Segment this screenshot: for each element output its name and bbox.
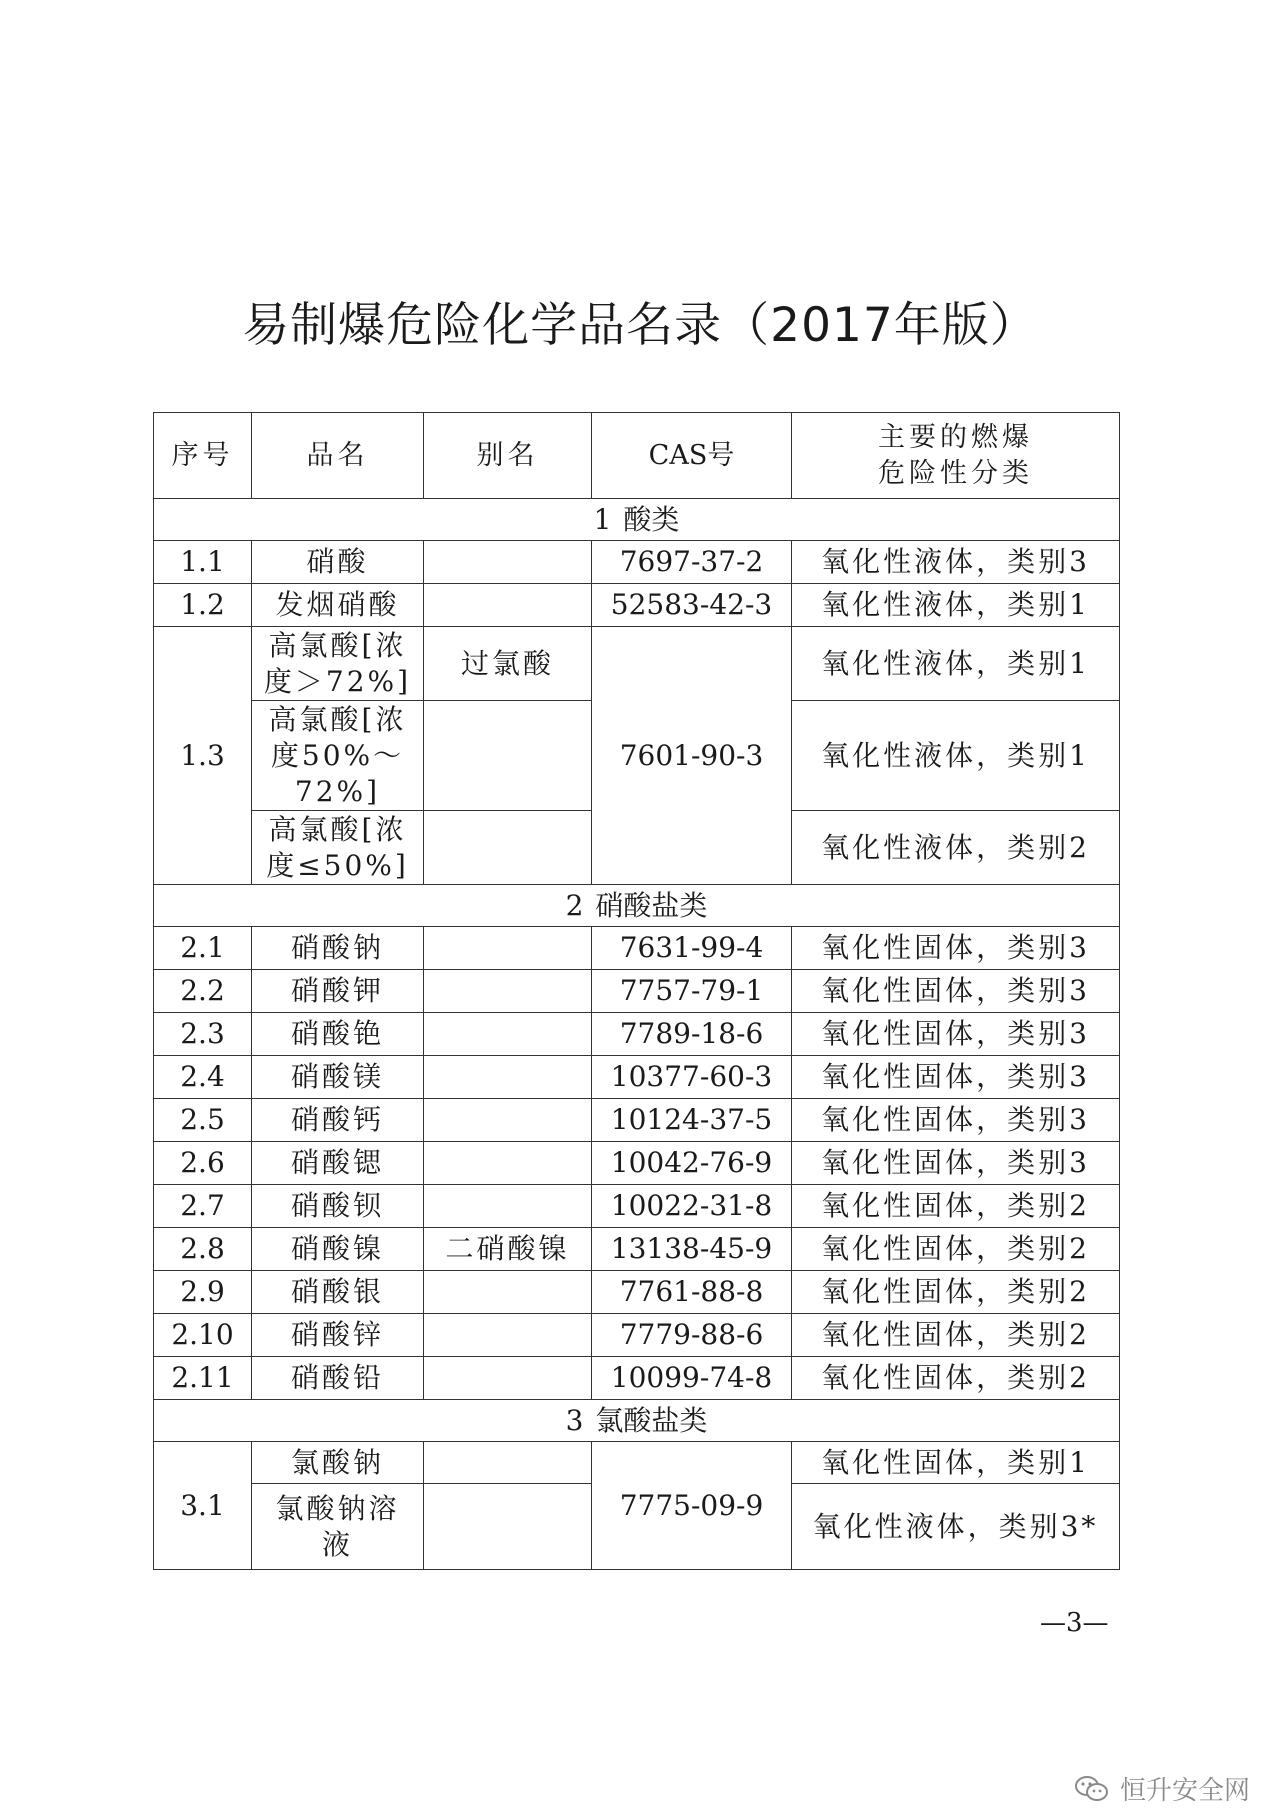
cell-cas: 10042-76-9 — [592, 1142, 792, 1185]
cell-seq: 1.3 — [154, 627, 252, 885]
cell-seq: 2.9 — [154, 1271, 252, 1314]
watermark — [1074, 1770, 1250, 1807]
cell-cas: 52583-42-3 — [592, 584, 792, 627]
cell-hazard: 氧化性液体，类别1 — [792, 627, 1120, 701]
cell-cas: 7775-09-9 — [592, 1442, 792, 1570]
cell-alias — [424, 1099, 592, 1142]
cell-name: 硝酸钠 — [252, 927, 424, 970]
cell-name-line: 72%] — [294, 774, 381, 808]
watermark-text: 恒升安全网 — [1119, 1776, 1250, 1806]
table-row — [154, 1228, 1120, 1271]
cell-hazard: 氧化性液体，类别3 — [792, 541, 1120, 584]
cell-alias — [424, 811, 592, 885]
cell-hazard: 氧化性固体，类别2 — [792, 1357, 1120, 1400]
cell-alias — [424, 1056, 592, 1099]
cell-name: 硝酸钙 — [252, 1099, 424, 1142]
cell-cas: 7779-88-6 — [592, 1314, 792, 1357]
cell-cas: 7631-99-4 — [592, 927, 792, 970]
cell-alias — [424, 701, 592, 811]
section-label: 硝酸盐类 — [595, 888, 708, 922]
cell-cas: 7789-18-6 — [592, 1013, 792, 1056]
cell-alias — [424, 584, 592, 627]
cell-alias — [424, 1442, 592, 1484]
section-number: 1 — [593, 502, 612, 536]
cell-alias — [424, 1314, 592, 1357]
cell-alias — [424, 1185, 592, 1228]
cell-seq: 2.10 — [154, 1314, 252, 1357]
table-row — [154, 1013, 1120, 1056]
cell-hazard: 氧化性液体，类别3* — [792, 1484, 1120, 1570]
cell-hazard: 氧化性液体，类别2 — [792, 811, 1120, 885]
cell-alias — [424, 970, 592, 1013]
cell-name-line: 度≤50%] — [266, 848, 409, 882]
cell-name: 硝酸锌 — [252, 1314, 424, 1357]
cell-alias — [424, 1484, 592, 1570]
cell-hazard: 氧化性液体，类别1 — [792, 701, 1120, 811]
cell-hazard: 氧化性固体，类别2 — [792, 1185, 1120, 1228]
section-number: 3 — [565, 1403, 584, 1437]
cell-name: 氯酸钠 — [252, 1442, 424, 1484]
cell-seq: 2.3 — [154, 1013, 252, 1056]
table-row — [154, 627, 1120, 701]
cell-hazard: 氧化性液体，类别1 — [792, 584, 1120, 627]
cell-name-line: 度50%～ — [270, 738, 405, 772]
cell-seq: 3.1 — [154, 1442, 252, 1570]
cell-name-line: 氯酸钠溶 — [275, 1491, 400, 1525]
cell-name: 硝酸铅 — [252, 1357, 424, 1400]
table-row — [154, 1056, 1120, 1099]
cell-alias — [424, 1142, 592, 1185]
cell-cas: 7757-79-1 — [592, 970, 792, 1013]
cell-name: 硝酸铯 — [252, 1013, 424, 1056]
cell-seq: 1.1 — [154, 541, 252, 584]
cell-name: 硝酸 — [252, 541, 424, 584]
header-hazard-line1: 主要的燃爆 — [878, 421, 1033, 453]
table-row — [154, 541, 1120, 584]
cell-cas: 10022-31-8 — [592, 1185, 792, 1228]
page-title: 易制爆危险化学品名录（2017年版） — [242, 298, 1038, 353]
cell-name-line: 度＞72%] — [263, 664, 412, 698]
table-row — [154, 1142, 1120, 1185]
cell-alias — [424, 541, 592, 584]
table-row — [154, 1099, 1120, 1142]
cell-cas: 7697-37-2 — [592, 541, 792, 584]
cell-name-line: 高氯酸[浓 — [268, 812, 407, 846]
cell-alias — [424, 1357, 592, 1400]
header-name: 品名 — [252, 413, 424, 499]
cell-name-line: 高氯酸[浓 — [268, 628, 407, 662]
cell-seq: 2.4 — [154, 1056, 252, 1099]
wechat-icon — [1074, 1774, 1110, 1804]
table-row — [154, 584, 1120, 627]
cell-hazard: 氧化性固体，类别1 — [792, 1442, 1120, 1484]
cell-name — [252, 627, 424, 701]
header-seq: 序号 — [154, 413, 252, 499]
cell-name: 硝酸银 — [252, 1271, 424, 1314]
cell-name-line: 高氯酸[浓 — [268, 702, 407, 736]
cell-name — [252, 701, 424, 811]
header-hazard — [792, 413, 1120, 499]
table-row — [154, 1442, 1120, 1484]
cell-alias: 过氯酸 — [424, 627, 592, 701]
cell-hazard: 氧化性固体，类别3 — [792, 1142, 1120, 1185]
table-header-row — [154, 413, 1120, 499]
cell-name — [252, 1484, 424, 1570]
section-label: 酸类 — [623, 502, 680, 536]
cell-seq: 2.8 — [154, 1228, 252, 1271]
header-hazard-line2: 危险性分类 — [878, 457, 1033, 489]
cell-hazard: 氧化性固体，类别2 — [792, 1228, 1120, 1271]
cell-hazard: 氧化性固体，类别3 — [792, 1056, 1120, 1099]
section-row — [154, 885, 1120, 927]
cell-hazard: 氧化性固体，类别2 — [792, 1314, 1120, 1357]
cell-seq: 2.11 — [154, 1357, 252, 1400]
cell-cas: 10377-60-3 — [592, 1056, 792, 1099]
cell-alias: 二硝酸镍 — [424, 1228, 592, 1271]
cell-name — [252, 811, 424, 885]
cell-name: 硝酸镁 — [252, 1056, 424, 1099]
cell-alias — [424, 1013, 592, 1056]
section-number: 2 — [565, 888, 584, 922]
cell-seq: 2.7 — [154, 1185, 252, 1228]
cell-cas: 10124-37-5 — [592, 1099, 792, 1142]
section-label: 氯酸盐类 — [595, 1403, 708, 1437]
cell-name-line: 液 — [321, 1527, 353, 1561]
cell-name: 硝酸钡 — [252, 1185, 424, 1228]
cell-name: 硝酸锶 — [252, 1142, 424, 1185]
cell-hazard: 氧化性固体，类别3 — [792, 1099, 1120, 1142]
cell-cas: 7761-88-8 — [592, 1271, 792, 1314]
cell-seq: 2.2 — [154, 970, 252, 1013]
chemical-table — [153, 412, 1120, 1570]
table-row — [154, 1314, 1120, 1357]
table-row — [154, 1271, 1120, 1314]
cell-name: 硝酸钾 — [252, 970, 424, 1013]
cell-name: 发烟硝酸 — [252, 584, 424, 627]
header-alias: 别名 — [424, 413, 592, 499]
cell-seq: 1.2 — [154, 584, 252, 627]
table-row — [154, 970, 1120, 1013]
cell-alias — [424, 927, 592, 970]
section-row — [154, 499, 1120, 541]
cell-hazard: 氧化性固体，类别2 — [792, 1271, 1120, 1314]
cell-seq: 2.6 — [154, 1142, 252, 1185]
header-cas: CAS号 — [592, 413, 792, 499]
cell-seq: 2.5 — [154, 1099, 252, 1142]
cell-hazard: 氧化性固体，类别3 — [792, 970, 1120, 1013]
table-row — [154, 927, 1120, 970]
cell-cas: 10099-74-8 — [592, 1357, 792, 1400]
cell-name: 硝酸镍 — [252, 1228, 424, 1271]
cell-seq: 2.1 — [154, 927, 252, 970]
section-row — [154, 1400, 1120, 1442]
cell-alias — [424, 1271, 592, 1314]
page-number: —3— — [1040, 1608, 1109, 1638]
table-row — [154, 1357, 1120, 1400]
table-row — [154, 1185, 1120, 1228]
cell-hazard: 氧化性固体，类别3 — [792, 1013, 1120, 1056]
cell-cas: 7601-90-3 — [592, 627, 792, 885]
cell-hazard: 氧化性固体，类别3 — [792, 927, 1120, 970]
cell-cas: 13138-45-9 — [592, 1228, 792, 1271]
